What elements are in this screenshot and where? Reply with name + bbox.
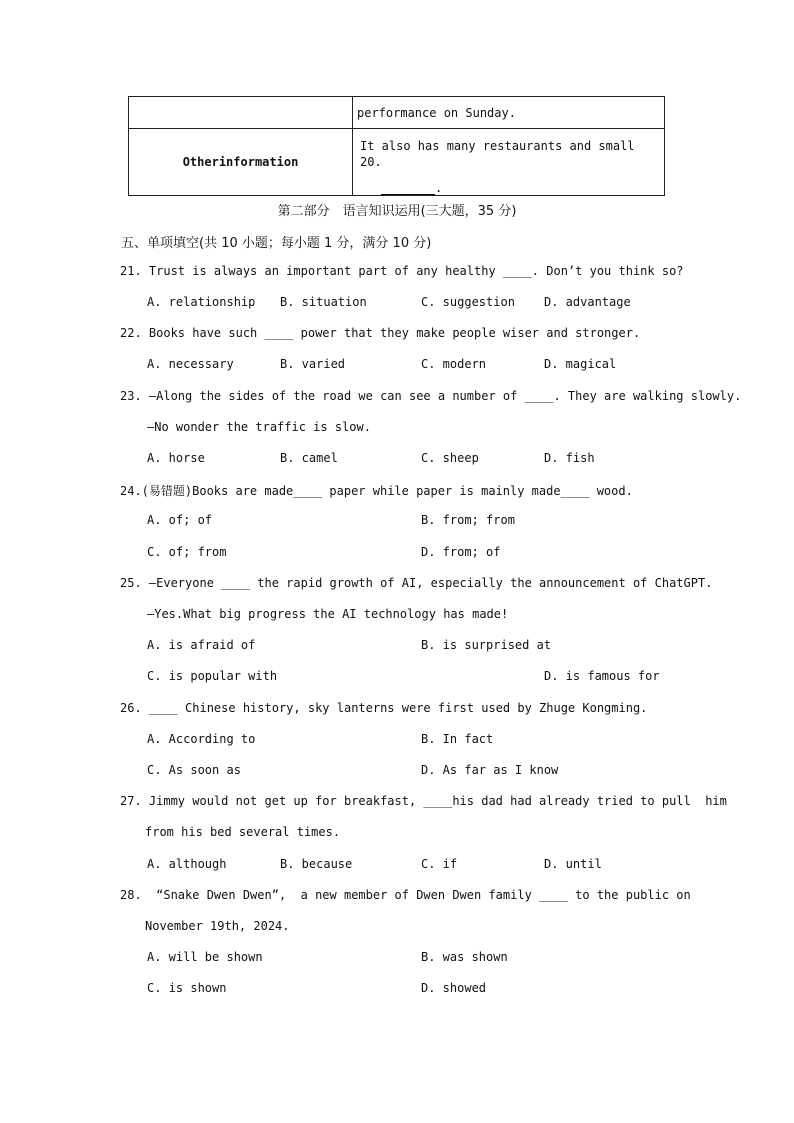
info-table bbox=[128, 96, 665, 196]
option-b[interactable]: B. situation bbox=[280, 295, 367, 309]
option-d[interactable]: D. magical bbox=[544, 357, 617, 371]
question-stem: 23. —Along the sides of the road we can see a number of ____. They are walking slowly. bbox=[120, 389, 742, 403]
option-d[interactable]: D. advantage bbox=[544, 295, 631, 309]
option-c[interactable]: C. suggestion bbox=[421, 295, 515, 309]
part-title: 五、单项填空(共 10 小题；每小题 1 分，满分 10 分) bbox=[121, 236, 432, 251]
option-d[interactable]: D. until bbox=[544, 857, 602, 871]
question-stem-line2: from his bed several times. bbox=[145, 825, 341, 839]
option-a[interactable]: A. horse bbox=[147, 451, 205, 465]
option-d[interactable]: D. from; of bbox=[421, 545, 501, 559]
option-c[interactable]: C. is shown bbox=[147, 981, 227, 995]
option-a[interactable]: A. will be shown bbox=[147, 950, 263, 964]
table-cell bbox=[353, 129, 665, 196]
table-row-label: Otherinformation bbox=[129, 129, 353, 196]
question-stem-line2: —Yes.What big progress the AI technology has made! bbox=[147, 607, 509, 621]
option-c[interactable]: C. of; from bbox=[147, 545, 227, 559]
blank-period: . bbox=[435, 181, 443, 195]
option-d[interactable]: D. fish bbox=[544, 451, 595, 465]
option-a[interactable]: A. According to bbox=[147, 732, 256, 746]
option-b[interactable]: B. from; from bbox=[421, 513, 515, 527]
option-a[interactable]: A. necessary bbox=[147, 357, 234, 371]
option-c[interactable]: C. modern bbox=[421, 357, 487, 371]
question-stem: 24.(易错题)Books are made____ paper while paper is mainly made____ wood. bbox=[120, 484, 633, 498]
section-title: 第二部分 语言知识运用(三大题，35 分) bbox=[277, 204, 517, 219]
option-b[interactable]: B. because bbox=[280, 857, 353, 871]
option-a[interactable]: A. is afraid of bbox=[147, 638, 256, 652]
question-stem: 26. ____ Chinese history, sky lanterns were first used by Zhuge Kongming. bbox=[120, 701, 648, 715]
option-c[interactable]: C. is popular with bbox=[147, 669, 278, 683]
option-a[interactable]: A. of; of bbox=[147, 513, 213, 527]
option-c[interactable]: C. sheep bbox=[421, 451, 479, 465]
option-b[interactable]: B. In fact bbox=[421, 732, 494, 746]
question-stem: 22. Books have such ____ power that they make people wiser and stronger. bbox=[120, 326, 641, 340]
question-stem-line2: November 19th, 2024. bbox=[145, 919, 290, 933]
question-stem: 27. Jimmy would not get up for breakfast, ____his dad had already tried to pull him bbox=[120, 794, 727, 808]
option-b[interactable]: B. was shown bbox=[421, 950, 508, 964]
question-stem: 21. Trust is always an important part of any healthy ____. Don’t you think so? bbox=[120, 264, 684, 278]
option-b[interactable]: B. varied bbox=[280, 357, 346, 371]
option-c[interactable]: C. As soon as bbox=[147, 763, 241, 777]
answer-blank[interactable] bbox=[381, 180, 435, 195]
question-stem: 28. “Snake Dwen Dwen”, a new member of Dwen Dwen family ____ to the public on bbox=[120, 888, 691, 902]
option-a[interactable]: A. although bbox=[147, 857, 227, 871]
option-b[interactable]: B. is surprised at bbox=[421, 638, 552, 652]
table-cell-empty bbox=[129, 97, 353, 129]
option-d[interactable]: D. showed bbox=[421, 981, 487, 995]
option-d[interactable]: D. As far as I know bbox=[421, 763, 559, 777]
option-d[interactable]: D. is famous for bbox=[544, 669, 660, 683]
question-stem-line2: —No wonder the traffic is slow. bbox=[147, 420, 371, 434]
option-c[interactable]: C. if bbox=[421, 857, 458, 871]
option-b[interactable]: B. camel bbox=[280, 451, 338, 465]
table-cell-text: It also has many restaurants and small 20. bbox=[360, 139, 635, 169]
option-a[interactable]: A. relationship bbox=[147, 295, 256, 309]
table-cell bbox=[353, 97, 665, 129]
question-stem: 25. —Everyone ____ the rapid growth of AI, especially the announcement of ChatGPT. bbox=[120, 576, 713, 590]
table-cell-text: performance on Sunday. bbox=[357, 106, 516, 120]
